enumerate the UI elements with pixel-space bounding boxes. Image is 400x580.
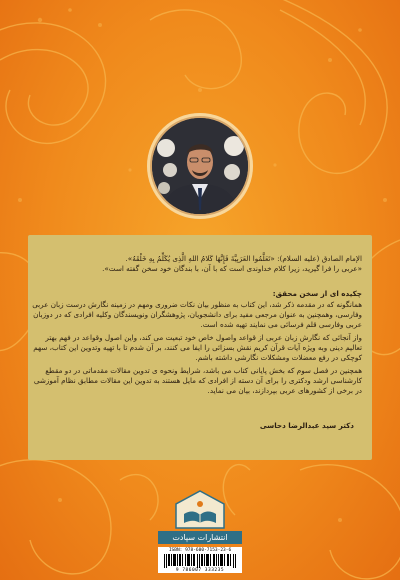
publisher-logo — [170, 490, 230, 530]
isbn-text: ISBN: 978-600-7153-23-6 — [168, 548, 232, 553]
summary-line: در برخی از کشورهای عربی بپردازند، بیان می نماید. — [207, 386, 362, 395]
summary-heading: چکیده ای از سخن محقق: — [272, 289, 362, 298]
quote-translation: «عربی را فرا گیرید، زیرا کلام خداوندی است که با آن، با بندگان خود سخن گفته است». — [102, 264, 362, 273]
summary-line: همانگونه که در مقدمه ذکر شد، این کتاب به منظور بیان نکات ضروری ومهم در زمینه نگارش درست زبان عربی — [32, 300, 362, 309]
summary-line: کارشناسی ارشد ودکتری را برای آن دسته از افرادی که مایل هستند به تدوین این مقالات مطابق نظام آموزشی — [33, 376, 362, 385]
barcode-bars — [164, 554, 236, 568]
barcode-number: 9 786007 333235 — [175, 568, 225, 573]
publisher-name: انتشارات سپادت — [158, 531, 242, 544]
summary-line: واز آنجائی که نگارش زبان عربی از قواعد واصول خاص خود تبعیت می کند، واین اصول وقواعد در فهم بهتر — [45, 333, 362, 342]
author-photo — [152, 118, 248, 214]
summary-line: عربی وفارسی قلم فرسائی می نمایند تهیه شده است. — [200, 320, 362, 329]
summary-line: تعالیم دینی وبه ویژه آیات قرآن کریم نقش بسزائی را ایفا می کنند، بر آن شدم تا با تهیه وتدوین این کتاب، سهم — [33, 343, 362, 352]
summary-line: همچنین در فصل سوم که بخش پایانی کتاب می باشد، شرایط ونحوه ی تدوین مقالات مقدماتی در دو مقطع — [45, 366, 362, 375]
summary-panel — [28, 235, 372, 460]
quote-arabic: الإمام الصادق (علیه السلام): «تَعَلَّمُوا العَرَبِیَّةَ فَإِنَّهَا کَلامُ اللهِ الَّذِی یُکَلِّمُ بِهِ خَلْقَهُ». — [125, 254, 362, 263]
barcode — [158, 547, 242, 573]
author-signature: دکتر سید عبدالرضا دحاسی — [259, 421, 354, 430]
summary-line: کوچکی در رفع معضلات ومشکلات نگارشی داشته باشم. — [195, 353, 362, 362]
summary-line: وفارسی، وهمچنین به عنوان مرجعی مفید برای دانشجویان، پژوهشگران ونویسندگان وکلیه افرادی که در دوزبان — [33, 310, 362, 319]
